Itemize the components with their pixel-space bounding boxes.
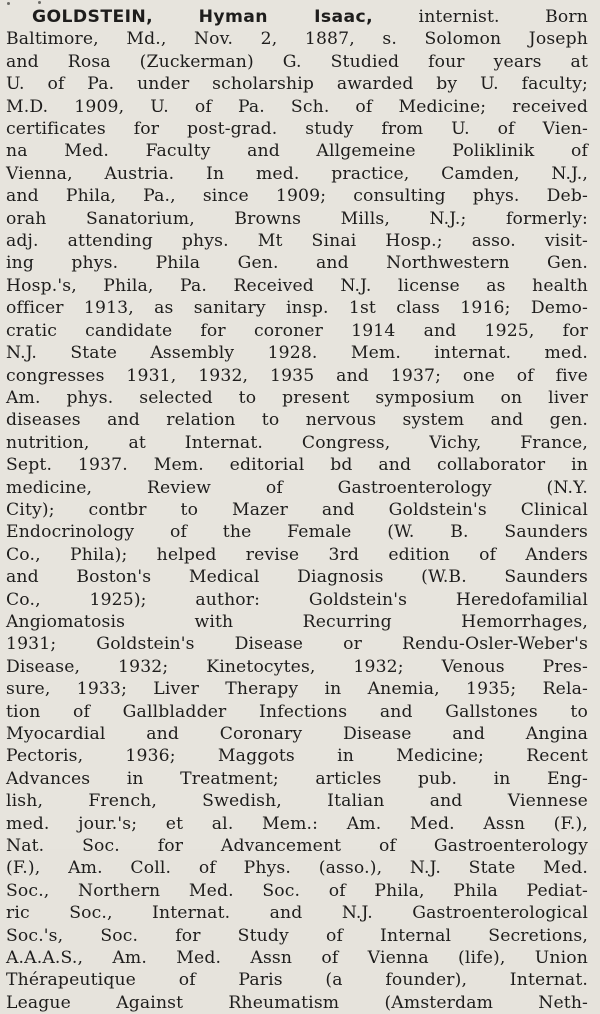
entry-line: Soc., Northern Med. Soc. of Phila, Phila Pediat-: [6, 880, 588, 901]
print-speck: [7, 2, 10, 5]
entry-line: lish, French, Swedish, Italian and Viennese: [6, 791, 588, 812]
entry-line: Hosp.'s, Phila, Pa. Received N.J. license as health: [6, 275, 588, 296]
entry-line: officer 1913, as sanitary insp. 1st class 1916; Demo-: [6, 298, 588, 319]
entry-first-line-rest: internist. Born: [418, 7, 588, 27]
entry-line: Angiomatosis with Recurring Hemorrhages,: [6, 611, 588, 632]
entry-line: Sept. 1937. Mem. editorial bd and collaborator in: [6, 455, 588, 476]
entry-line: medicine, Review of Gastroenterology (N.Y.: [6, 477, 588, 498]
entry-line: 1931; Goldstein's Disease or Rendu-Osler-Weber's: [6, 634, 588, 655]
entry-line: cratic candidate for coroner 1914 and 1925, for: [6, 320, 588, 341]
entry-line: certificates for post-grad. study from U. of Vien-: [6, 119, 588, 140]
entry-line: Co., Phila); helped revise 3rd edition of Anders: [6, 544, 588, 565]
print-speck: [38, 1, 41, 4]
entry-line: Nat. Soc. for Advancement of Gastroenterology: [6, 836, 588, 857]
entry-line: Advances in Treatment; articles pub. in Eng-: [6, 768, 588, 789]
entry-line: Disease, 1932; Kinetocytes, 1932; Venous Pres-: [6, 656, 588, 677]
entry-line: nutrition, at Internat. Congress, Vichy, France,: [6, 432, 588, 453]
entry-line: Co., 1925); author: Goldstein's Heredofamilial: [6, 589, 588, 610]
entry-line: sure, 1933; Liver Therapy in Anemia, 1935; Rela-: [6, 679, 588, 700]
entry-line: A.A.A.S., Am. Med. Assn of Vienna (life), Union: [6, 948, 588, 969]
entry-line: City); contbr to Mazer and Goldstein's Clinical: [6, 499, 588, 520]
entry-line: Pectoris, 1936; Maggots in Medicine; Recent: [6, 746, 588, 767]
entry-line: orah Sanatorium, Browns Mills, N.J.; formerly:: [6, 208, 588, 229]
entry-line: Endocrinology of the Female (W. B. Saunders: [6, 522, 588, 543]
entry-line: ric Soc., Internat. and N.J. Gastroenterological: [6, 903, 588, 924]
entry-line: med. jour.'s; et al. Mem.: Am. Med. Assn (F.),: [6, 813, 588, 834]
entry-line: ing phys. Phila Gen. and Northwestern Gen.: [6, 253, 588, 274]
entry-line: Thérapeutique of Paris (a founder), Internat.: [6, 970, 588, 991]
entry-line: (F.), Am. Coll. of Phys. (asso.), N.J. State Med.: [6, 858, 588, 879]
biographical-entry: [6, 6, 588, 1014]
entry-line: M.D. 1909, U. of Pa. Sch. of Medicine; received: [6, 96, 588, 117]
entry-line: na Med. Faculty and Allgemeine Poliklinik of: [6, 141, 588, 162]
entry-line: U. of Pa. under scholarship awarded by U. faculty;: [6, 74, 588, 95]
entry-line: Vienna, Austria. In med. practice, Camden, N.J.,: [6, 163, 588, 184]
entry-given-names: Hyman Isaac,: [198, 7, 374, 27]
entry-line: Soc.'s, Soc. for Study of Internal Secretions,: [6, 925, 588, 946]
entry-line: Am. phys. selected to present symposium on liver: [6, 387, 588, 408]
entry-line: Myocardial and Coronary Disease and Angina: [6, 724, 588, 744]
entry-line: and Boston's Medical Diagnosis (W.B. Saunders: [6, 567, 588, 588]
entry-line: tion of Gallbladder Infections and Gallstones to: [6, 701, 588, 722]
entry-first-line: [6, 6, 588, 28]
entry-line: Baltimore, Md., Nov. 2, 1887, s. Solomon Joseph: [6, 29, 588, 50]
entry-line: adj. attending phys. Mt Sinai Hosp.; asso. visit-: [6, 231, 588, 252]
entry-line: League Against Rheumatism (Amsterdam Neth-: [6, 992, 588, 1013]
entry-line: and Rosa (Zuckerman) G. Studied four years at: [6, 51, 588, 72]
entry-surname: GOLDSTEIN,: [32, 7, 154, 27]
entry-line: and Phila, Pa., since 1909; consulting phys. Deb-: [6, 186, 588, 207]
entry-line: diseases and relation to nervous system and gen.: [6, 410, 588, 431]
entry-line: congresses 1931, 1932, 1935 and 1937; one of five: [6, 365, 588, 386]
entry-line: N.J. State Assembly 1928. Mem. internat. med.: [6, 343, 588, 364]
